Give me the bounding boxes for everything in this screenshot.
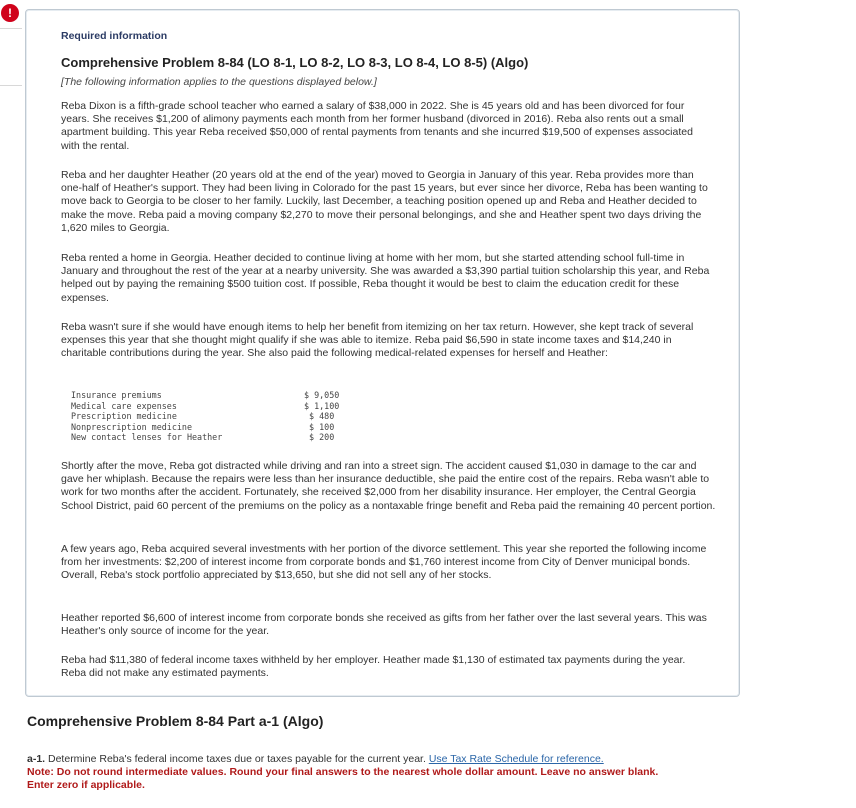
paragraph-education: Reba rented a home in Georgia. Heather decided to continue living at home with her mom, but she started attending school full-time in January and throughout the rest of the year at a nearby university. She was awarded a $3,390 partial tuition scholarship this year, and Reba helped out by paying the remaining $500 tuition cost. If possible, Reba thought it would be best to claim the education credit for these expenses.: [61, 252, 710, 304]
tax-rate-schedule-link[interactable]: Use Tax Rate Schedule for reference.: [428, 753, 604, 765]
question: [27, 753, 827, 793]
expense-label: Insurance premiums: [71, 390, 162, 400]
expense-amount: $ 200: [304, 432, 335, 443]
medical-expenses-table: [71, 390, 339, 443]
alert-icon: !: [1, 4, 19, 22]
paragraph-withholding: Reba had $11,380 of federal income taxes withheld by her employer. Heather made $1,130 of estimated tax payments during the year. Reba did not make any estimated payments.: [61, 654, 686, 680]
question-text: Determine Reba's federal income taxes due or taxes payable for the current year.: [45, 753, 429, 765]
divider: [0, 28, 22, 29]
expense-amount: $ 1,100: [304, 400, 340, 411]
table-row: [71, 422, 339, 433]
expense-label: Medical care expenses: [71, 400, 177, 411]
answer-note: Note: Do not round intermediate values. Round your final answers to the nearest whole dollar amount. Leave no answer blank.: [27, 766, 659, 779]
problem-title: Comprehensive Problem 8-84 (LO 8-1, LO 8-2, LO 8-3, LO 8-4, LO 8-5) (Algo): [61, 55, 529, 70]
answer-note-2: Enter zero if applicable.: [27, 779, 145, 792]
expense-label: Nonprescription medicine: [71, 421, 193, 432]
paragraph-move: Reba and her daughter Heather (20 years old at the end of the year) moved to Georgia in January of this year. Reba provides more than one-half of Heather's support. They had been living in Colorado for the past 15 years, but ever since her divorce, Reba has been wanting to move back to Georgia to be closer to her family. Luckily, last December, a teaching position opened up and Reba and Heather decided to make the move. Reba paid a moving company $2,270 to move their personal belongings, and she and Heather spent two days driving the 1,620 miles to Georgia.: [61, 169, 708, 234]
divider: [0, 85, 22, 86]
table-row: [71, 390, 339, 401]
question-prefix: a-1.: [27, 753, 46, 765]
part-title: Comprehensive Problem 8-84 Part a-1 (Algo): [27, 713, 324, 729]
required-information-panel: [25, 9, 740, 697]
paragraph-income: Reba Dixon is a fifth-grade school teacher who earned a salary of $38,000 in 2022. She is 45 years old and has been divorced for four years. She receives $1,200 of alimony payments each month from her former husband (divorced in 2016). Reba also rents out a small apartment building. This year Reba received $50,000 of rental payments from tenants and she incurred $19,500 of expenses associated with the rental.: [61, 100, 693, 152]
required-information-label: Required information: [61, 30, 168, 42]
table-row: [71, 432, 339, 443]
expense-label: Prescription medicine: [71, 411, 177, 422]
expense-amount: $ 480: [304, 411, 335, 422]
paragraph-investments: A few years ago, Reba acquired several investments with her portion of the divorce settlement. This year she reported the following income from her investments: $2,200 of interest income from corporate bonds and $1,760 interest income from City of Denver municipal bonds. Overall, Reba's stock portfolio appreciated by $13,650, but she did not sell any of her stocks.: [61, 543, 707, 582]
paragraph-itemizing: Reba wasn't sure if she would have enough items to help her benefit from itemizing on her tax return. However, she kept track of several expenses this year that she thought might qualify if she was able to itemize. Reba paid $6,590 in state income taxes and $14,240 in charitable contributions during the year. She also paid the following medical-related expenses for herself and Heather:: [61, 321, 694, 360]
applies-note: [The following information applies to the questions displayed below.]: [61, 76, 377, 88]
paragraph-accident: Shortly after the move, Reba got distracted while driving and ran into a street sign. The accident caused $1,030 in damage to the car and gave her whiplash. Because the repairs were less than her insurance deductible, she paid the entire cost of the repairs. Reba wasn't able to work for two months after the accident. Fortunately, she received $2,000 from her disability insurance. Her employer, the Central Georgia School District, paid 60 percent of the premiums on the policy as a nontaxable fringe benefit and Reba paid the remaining 40 percent portion.: [61, 460, 716, 512]
paragraph-heather-income: Heather reported $6,600 of interest income from corporate bonds she received as gifts from her father over the last several years. This was Heather's only source of income for the year.: [61, 612, 707, 638]
table-row: [71, 411, 339, 422]
table-row: [71, 401, 339, 412]
expense-amount: $ 100: [304, 421, 335, 432]
expense-label: New contact lenses for Heather: [71, 432, 223, 443]
expense-amount: $ 9,050: [304, 390, 340, 400]
